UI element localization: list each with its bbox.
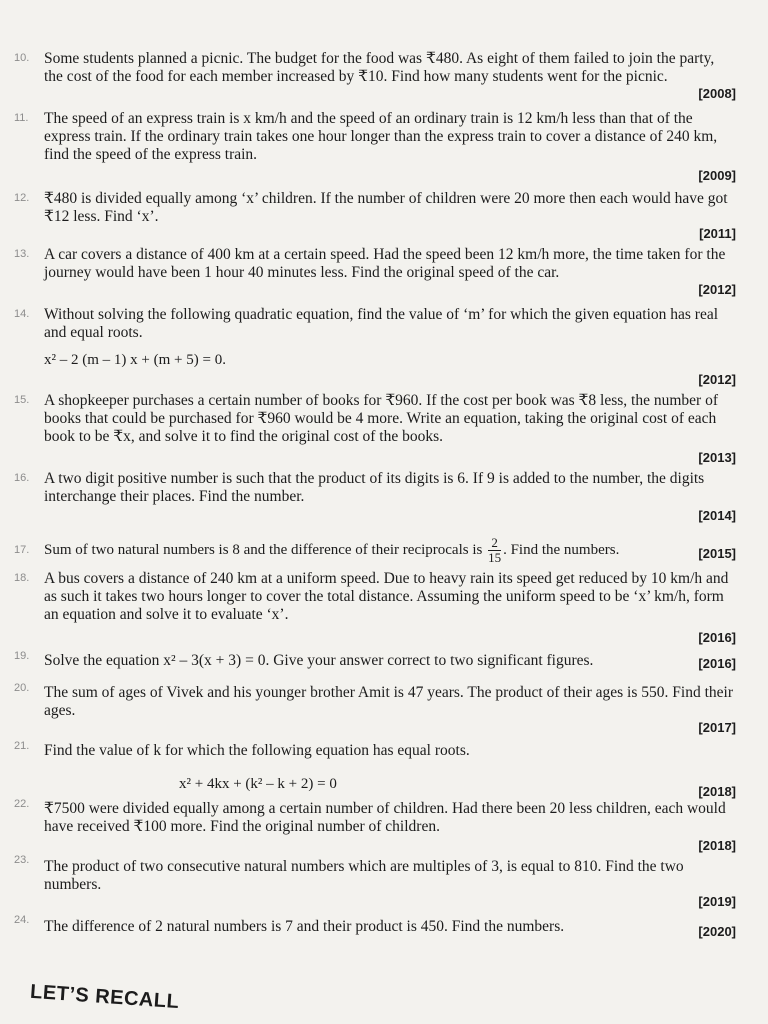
question-24 — [14, 912, 736, 942]
fraction-numerator: 2 — [488, 536, 501, 551]
question-23 — [14, 852, 736, 910]
question-text: Some students planned a picnic. The budget for the food was ₹480. As eight of them failed to join the party, the cost of the food for each member increased by ₹10. Find how many students went for the picnic. — [44, 50, 715, 85]
question-text: The product of two consecutive natural numbers which are multiples of 3, is equal to 810. Find the two numbers. — [44, 858, 684, 893]
fraction — [488, 536, 501, 565]
question-year: [2008] — [698, 86, 736, 101]
question-text — [44, 534, 619, 566]
question-number: 14. — [14, 308, 30, 320]
question-year: [2013] — [698, 450, 736, 465]
fraction-denominator: 15 — [488, 550, 502, 566]
question-15 — [14, 392, 736, 466]
question-number: 21. — [14, 740, 30, 752]
question-17 — [14, 534, 736, 568]
question-number: 19. — [14, 650, 30, 662]
question-year: [2018] — [698, 784, 736, 799]
question-number: 22. — [14, 798, 30, 810]
question-year: [2016] — [698, 630, 736, 645]
question-13 — [14, 246, 736, 296]
question-number: 24. — [14, 914, 30, 926]
question-14 — [14, 306, 736, 388]
question-number: 23. — [14, 854, 30, 866]
question-text: A bus covers a distance of 240 km at a uniform speed. Due to heavy rain its speed get reduced by 10 km/h and as such it takes two hours longer to cover the total distance. Assuming the uniform speed to be ‘x’ km/h, form an equation and solve it to evaluate ‘x’. — [44, 570, 729, 623]
question-number: 11. — [14, 112, 29, 124]
question-year: [2012] — [698, 282, 736, 297]
question-text: The speed of an express train is x km/h and the speed of an ordinary train is 12 km/h less than that of the express train. If the ordinary train takes one hour longer than the express train to cover a distance of 240 km, find the speed of the express train. — [44, 110, 718, 163]
question-text: A car covers a distance of 400 km at a certain speed. Had the speed been 12 km/h more, the time taken for the journey would have been 1 hour 40 minutes less. Find the original speed of the car. — [44, 246, 726, 281]
question-text-part: Sum of two natural numbers is 8 and the difference of their reciprocals is — [44, 542, 483, 558]
question-text: Solve the equation x² – 3(x + 3) = 0. Give your answer correct to two significant figures. — [44, 652, 594, 669]
question-text: A shopkeeper purchases a certain number of books for ₹960. If the cost per book was ₹8 less, the number of books that could be purchased for ₹960 would be 4 more. Write an equation, taking the original cost of each book to be ₹x, and solve it to find the original cost of the books. — [44, 392, 718, 445]
question-16 — [14, 470, 736, 522]
question-text: A two digit positive number is such that the product of its digits is 6. If 9 is added to the number, the digits interchange their places. Find the number. — [44, 470, 705, 505]
question-22 — [14, 796, 736, 852]
question-12 — [14, 190, 736, 240]
question-text-part: . Find the numbers. — [503, 542, 620, 558]
question-number: 13. — [14, 248, 30, 260]
question-year: [2015] — [698, 546, 736, 561]
question-text: Without solving the following quadratic equation, find the value of ‘m’ for which the given equation has real and equal roots. — [44, 306, 719, 341]
question-number: 15. — [14, 394, 30, 406]
section-heading: LET’S RECALL — [29, 980, 180, 1014]
question-year: [2018] — [698, 838, 736, 853]
question-year: [2009] — [698, 168, 736, 183]
question-year: [2012] — [698, 372, 736, 387]
question-year: [2011] — [699, 226, 736, 241]
question-text: The difference of 2 natural numbers is 7 and their product is 450. Find the numbers. — [44, 918, 565, 935]
question-11 — [14, 110, 736, 182]
question-year: [2020] — [698, 924, 736, 939]
question-text: Find the value of k for which the following equation has equal roots. — [44, 742, 470, 759]
question-year: [2017] — [698, 720, 736, 735]
question-21 — [14, 738, 736, 804]
equation: x² – 2 (m – 1) x + (m + 5) = 0. — [44, 352, 226, 368]
question-number: 16. — [14, 472, 30, 484]
question-number: 17. — [14, 544, 30, 556]
question-text: ₹480 is divided equally among ‘x’ children. If the number of children were 20 more then each would have got ₹12 less. Find ‘x’. — [44, 190, 728, 225]
question-year: [2014] — [698, 508, 736, 523]
question-number: 18. — [14, 572, 30, 584]
question-text: ₹7500 were divided equally among a certain number of children. Had there been 20 less children, each would have received ₹100 more. Find the original number of children. — [44, 800, 726, 835]
question-10 — [14, 50, 736, 100]
question-18 — [14, 570, 736, 646]
question-number: 10. — [14, 52, 30, 64]
question-number: 20. — [14, 682, 30, 694]
question-text: The sum of ages of Vivek and his younger brother Amit is 47 years. The product of their ages is 550. Find their ages. — [44, 684, 733, 719]
question-19 — [14, 648, 736, 674]
question-year: [2016] — [698, 656, 736, 671]
question-number: 12. — [14, 192, 30, 204]
question-year: [2019] — [698, 894, 736, 909]
question-20 — [14, 680, 736, 736]
equation: x² + 4kx + (k² – k + 2) = 0 — [179, 776, 337, 792]
